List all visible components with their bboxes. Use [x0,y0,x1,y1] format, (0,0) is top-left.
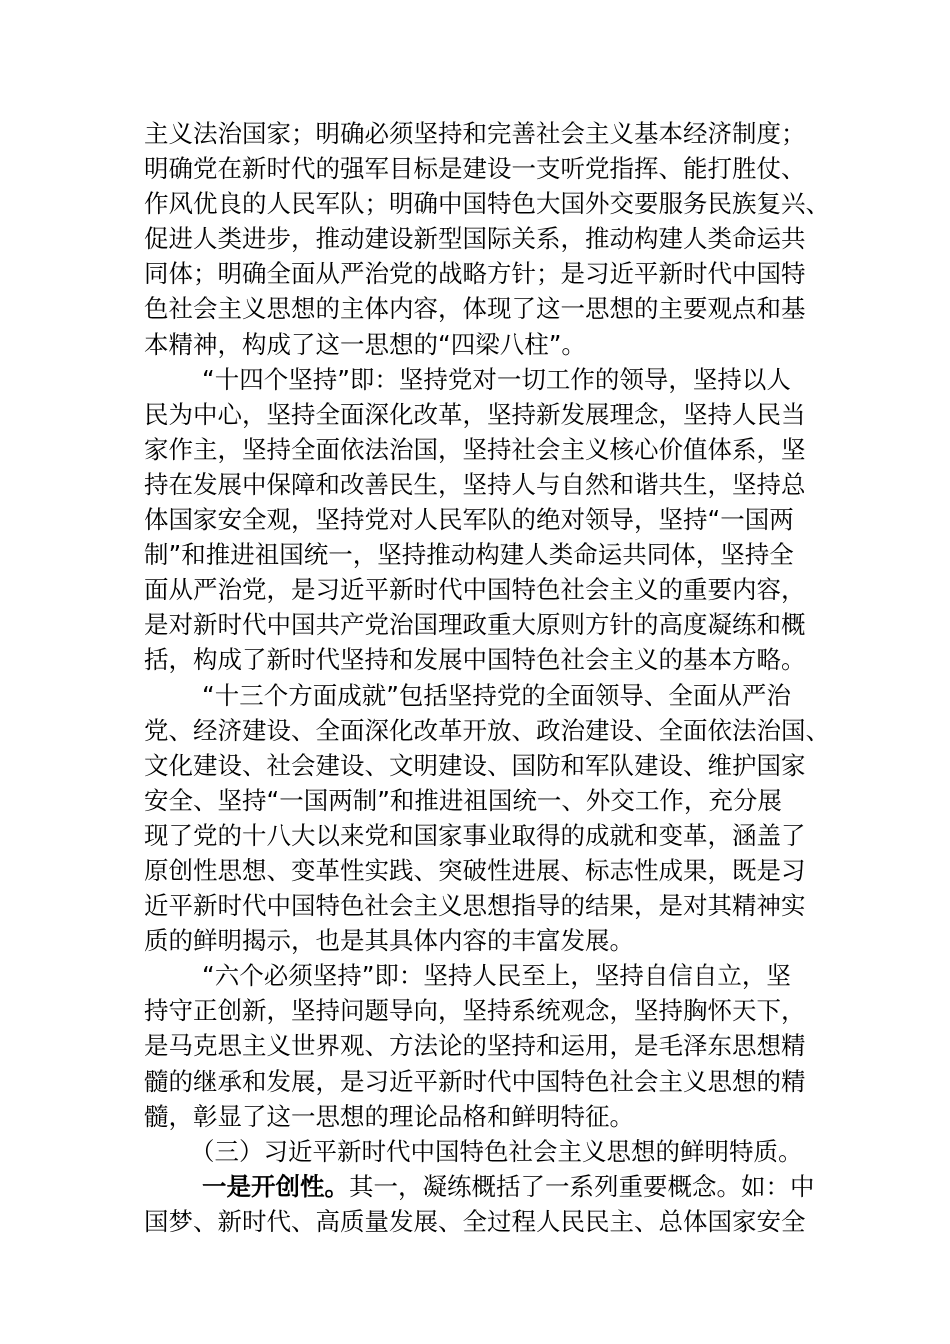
text-line: 明确党在新时代的强军目标是建设一支听党指挥、能打胜仗、 [144,154,806,184]
text-line: 是对新时代中国共产党治国理政重大原则方针的高度凝练和概 [144,610,806,640]
text-line: 家作主，坚持全面依法治国，坚持社会主义核心价值体系，坚 [144,434,806,464]
text-line: 安全、坚持“一国两制”和推进祖国统一、外交工作，充分展 [144,785,782,815]
text-line: 持在发展中保障和改善民生，坚持人与自然和谐共生，坚持总 [144,469,806,499]
text-line: 制”和推进祖国统一，坚持推动构建人类命运共同体，坚持全 [144,540,794,570]
text-line: 同体；明确全面从严治党的战略方针；是习近平新时代中国特 [144,259,806,289]
paragraph-start-line: “十四个坚持”即：坚持党对一切工作的领导，坚持以人 [202,364,791,394]
body-text [144,116,830,1239]
text-line: 民为中心，坚持全面深化改革，坚持新发展理念，坚持人民当 [144,399,806,429]
text-line: 促进人类进步，推动建设新型国际关系，推动构建人类命运共 [144,224,806,254]
text-line: 文化建设、社会建设、文明建设、国防和军队建设、维护国家 [144,750,806,780]
paragraph-start-line: “六个必须坚持”即：坚持人民至上，坚持自信自立，坚 [202,961,791,991]
text-line: 国梦、新时代、高质量发展、全过程人民民主、总体国家安全 [144,1206,806,1236]
text-line: 本精神，构成了这一思想的“四梁八柱”。 [144,329,586,359]
text-line: 作风优良的人民军队；明确中国特色大国外交要服务民族复兴、 [144,189,830,219]
text-line: 现了党的十八大以来党和国家事业取得的成就和变革，涵盖了 [144,820,806,850]
text-line: 体国家安全观，坚持党对人民军队的绝对领导，坚持“一国两 [144,505,794,535]
text-line: 质的鲜明揭示，也是其具体内容的丰富发展。 [144,926,634,956]
text-line: 持守正创新，坚持问题导向，坚持系统观念，坚持胸怀天下， [144,996,806,1026]
text-line: 髓，彰显了这一思想的理论品格和鲜明特征。 [144,1101,634,1131]
section-heading: （三）习近平新时代中国特色社会主义思想的鲜明特质。 [190,1136,803,1166]
text-line: 党、经济建设、全面深化改革开放、政治建设、全面依法治国、 [144,715,830,745]
text-line: 面从严治党，是习近平新时代中国特色社会主义的重要内容， [144,575,806,605]
bold-lead: 一是开创性。 [202,1171,349,1201]
text-line: 是马克思主义世界观、方法论的坚持和运用，是毛泽东思想精 [144,1031,806,1061]
text-line: 髓的继承和发展，是习近平新时代中国特色社会主义思想的精 [144,1066,806,1096]
text-line: 近平新时代中国特色社会主义思想指导的结果，是对其精神实 [144,891,806,921]
text-line: 括，构成了新时代坚持和发展中国特色社会主义的基本方略。 [144,645,806,675]
paragraph-start-line [144,1169,814,1204]
text-line: 主义法治国家；明确必须坚持和完善社会主义基本经济制度； [144,119,806,148]
lead-continuation: 其一，凝练概括了一系列重要概念。如：中 [349,1171,815,1201]
text-line: 色社会主义思想的主体内容，体现了这一思想的主要观点和基 [144,294,806,324]
text-line: 原创性思想、变革性实践、突破性进展、标志性成果，既是习 [144,855,806,885]
paragraph-start-line: “十三个方面成就”包括坚持党的全面领导、全面从严治 [202,680,791,710]
